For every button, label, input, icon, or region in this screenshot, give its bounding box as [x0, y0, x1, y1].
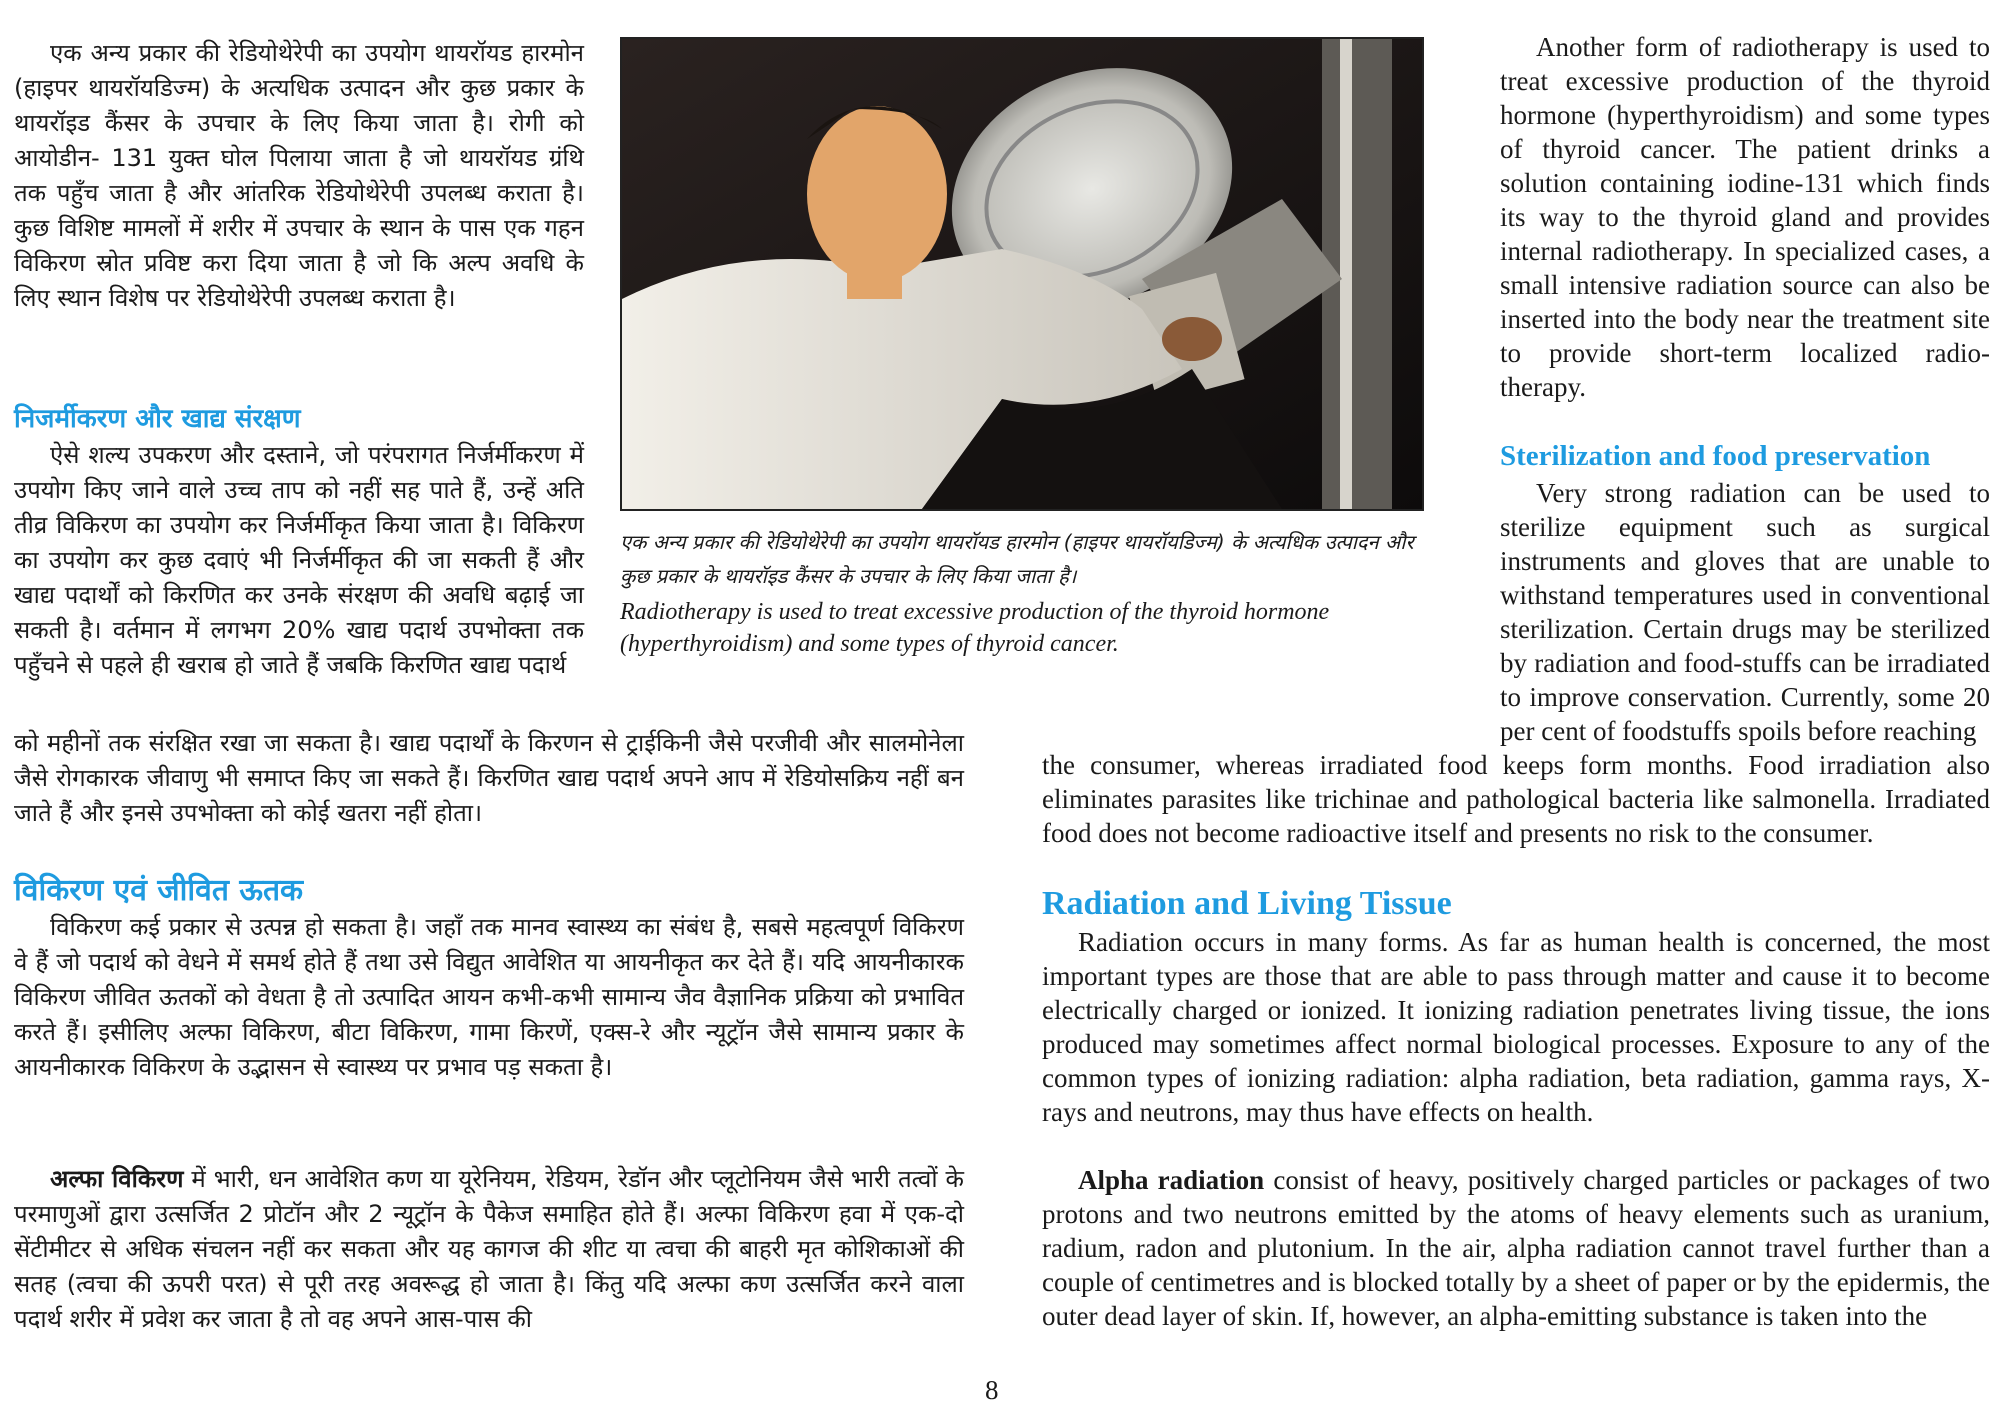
hindi-sterilization-paragraph-continued: को महीनों तक संरक्षित रखा जा सकता है। खाद्य पदार्थों के किरणन से ट्राईकिनी जैसे परजीवी और सालमोनेला जैसे रोगकारक जीवाणु भी समाप्त किए जा सकते हैं। किरणित खाद्य पदार्थ अपने आप में रेडियोसक्रिय नहीं बन जाते हैं और इनसे उपभोक्ता को कोई खतरा नहीं होता। — [14, 729, 964, 827]
patient-machine-illustration — [622, 39, 1422, 509]
hindi-living-tissue-paragraph: विकिरण कई प्रकार से उत्पन्न हो सकता है। जहाँ तक मानव स्वास्थ्य का संबंध है, सबसे महत्वपूर्ण विकिरण वे हैं जो पदार्थ को वेधने में समर्थ होते हैं तथा उसे विद्युत आवेशित या आयनीकृत कर देते हैं। यदि आयनीकारक विकिरण जीवित ऊतकों को वेधता है तो उत्पादित आयन कभी-कभी सामान्य जैव वैज्ञानिक प्रक्रिया को प्रभावित करते हैं। इसीलिए अल्फा विकिरण, बीटा विकिरण, गामा किरणें, एक्स-रे और न्यूट्रॉन जैसे सामान्य प्रकार के आयनीकारक विकिरण के उद्भासन से स्वास्थ्य पर प्रभाव पड़ सकता है। — [14, 913, 964, 1081]
english-sterilization-paragraph-continued: the consumer, whereas irradiated food keeps form months. Food irradiation also eliminates parasites like trichinae and pathological bacteria like salmonella. Irradiated food does not become radioactive itself and presents no risk to the consumer. — [1042, 750, 1990, 848]
figure-caption-hindi: एक अन्य प्रकार की रेडियोथेरेपी का उपयोग थायरॉयड हारमोन (हाइपर थायरॉयडिज्म) के अत्यधिक उत्पादन और कुछ प्रकार के थायरॉइड कैंसर के उपचार के लिए किया जाता है। — [620, 530, 1414, 588]
figure-caption-english: Radiotherapy is used to treat excessive production of the thyroid hormone (hyperthyroidism) and some types of thyroid cancer. — [620, 599, 1330, 657]
radiotherapy-photo — [620, 37, 1424, 511]
english-living-tissue-heading: Radiation and Living Tissue — [1042, 885, 1452, 922]
english-sterilization-paragraph: Very strong radiation can be used to sterilize equipment such as surgical instruments and gloves that are unable to withstand temperatures used in conventional sterilization. Certain drugs may be sterilized by radiation and food-stuffs can be irradiated to improve conservation. Currently, some 20 per cent of foodstuffs spoils before reaching — [1500, 478, 1990, 746]
hindi-alpha-paragraph — [14, 1162, 964, 1337]
page-number: 8 — [985, 1375, 999, 1405]
english-living-tissue-paragraph: Radiation occurs in many forms. As far as human health is concerned, the most important types are those that are able to pass through matter and cause it to become electrically charged or ionized. It ionizing radiation penetrates living tissue, the ions produced may sometimes affect normal biological processes. Exposure to any of the common types of ionizing radiation: alpha radiation, beta radiation, gamma rays, X-rays and neutrons, may thus have effects on health. — [1042, 927, 1990, 1127]
hindi-sterilization-heading: निजर्मीकरण और खाद्य संरक्षण — [14, 404, 301, 434]
english-alpha-paragraph — [1042, 1163, 1990, 1333]
hindi-alpha-text: में भारी, धन आवेशित कण या यूरेनियम, रेडियम, रेडॉन और प्लूटोनियम जैसे भारी तत्वों के परमाणुओं द्वारा उत्सर्जित 2 प्रोटॉन और 2 न्यूट्रॉन के पैकेज समाहित होते हैं। अल्फा विकिरण हवा में एक-दो सेंटीमीटर से अधिक संचलन नहीं कर सकता और यह कागज की शीट या त्वचा की बाहरी मृत कोशिकाओं की सतह (त्वचा की ऊपरी परत) से पूरी तरह अवरूद्ध हो जाता है। किंतु यदि अल्फा कण उत्सर्जित करने वाला पदार्थ शरीर में प्रवेश कर जाता है तो वह अपने आस-पास की — [14, 1165, 964, 1333]
english-radiotherapy-paragraph: Another form of radiotherapy is used to treat excessive production of the thyroid hormone (hyperthyroidism) and some types of thyroid cancer. The patient drinks a solution containing iodine-131 which finds its way to the thyroid gland and provides internal radiotherapy. In specialized cases, a small intensive radiation source can also be inserted into the body near the treatment site to provide short-term localized radio-therapy. — [1500, 32, 1990, 402]
hindi-radiotherapy-paragraph: एक अन्य प्रकार की रेडियोथेरेपी का उपयोग थायरॉयड हारमोन (हाइपर थायरॉयडिज्म) के अत्यधिक उत्पादन और कुछ प्रकार के थायरॉइड कैंसर के उपचार के लिए किया जाता है। रोगी को आयोडीन- 131 युक्त घोल पिलाया जाता है जो थायरॉयड ग्रंथि तक पहुँच जाता है और आंतरिक रेडियोथेरेपी उपलब्ध कराता है। कुछ विशिष्ट मामलों में शरीर में उपचार के स्थान के पास एक गहन विकिरण स्रोत प्रविष्ट करा दिया जाता है जो कि अल्प अवधि के लिए स्थान विशेष पर रेडियोथेरेपी उपलब्ध कराता है। — [14, 39, 584, 312]
hindi-alpha-term: अल्फा विकिरण — [50, 1165, 184, 1193]
hindi-sterilization-paragraph: ऐसे शल्य उपकरण और दस्ताने, जो परंपरागत निर्जर्मीकरण में उपयोग किए जाने वाले उच्च ताप को नहीं सह पाते हैं, उन्हें अति तीव्र विकिरण का उपयोग कर निर्जर्मीकृत किया जाता है। विकिरण का उपयोग कर कुछ दवाएं भी निर्जर्मीकृत की जा सकती हैं और खाद्य पदार्थों को किरणित कर उनके संरक्षण की अवधि बढ़ाई जा सकती है। वर्तमान में लगभग 20% खाद्य पदार्थ उपभोक्ता तक पहुँचने से पहले ही खराब हो जाते हैं जबकि किरणित खाद्य पदार्थ — [14, 441, 584, 679]
english-alpha-text: consist of heavy, positively charged particles or packages of two protons and two neutrons emitted by the atoms of heavy elements such as uranium, radium, radon and plutonium. In the air, alpha radiation cannot travel further than a couple of centimetres and is blocked totally by a sheet of paper or by the epidermis, the outer dead layer of skin. If, however, an alpha-emitting substance is taken into the — [1042, 1165, 1990, 1331]
english-alpha-term: Alpha radiation — [1078, 1165, 1265, 1195]
english-sterilization-heading: Sterilization and food preservation — [1500, 440, 1931, 472]
hindi-living-tissue-heading: विकिरण एवं जीवित ऊतक — [14, 873, 304, 908]
